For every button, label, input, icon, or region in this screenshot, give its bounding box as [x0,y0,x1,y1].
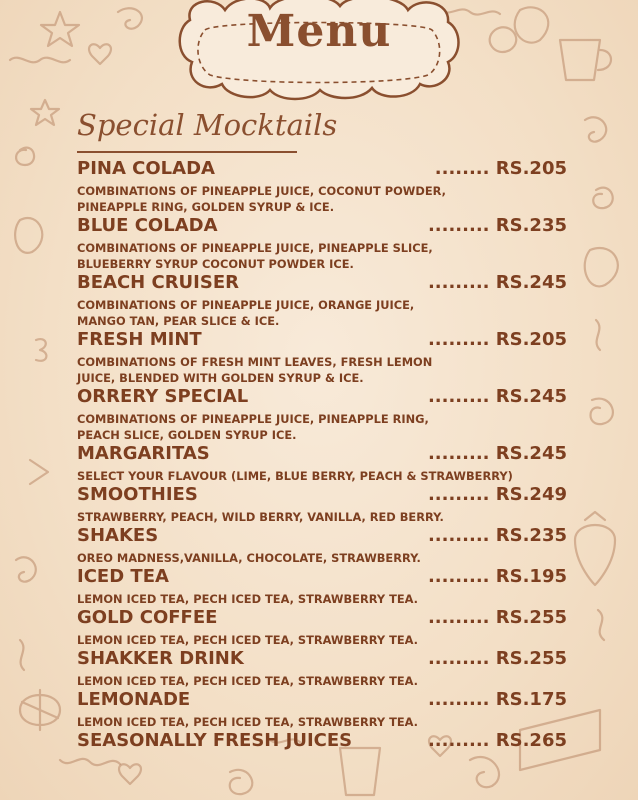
squiggle-icon [60,759,120,765]
lemon-slice-icon [20,690,60,730]
menu-item [77,329,567,386]
menu-item-description: COMBINATIONS OF FRESH MINT LEAVES, FRESH LEMON [77,355,433,369]
number-3-doodle [36,339,46,361]
chevron-doodle [30,460,48,484]
menu-item-description: MANGO TAN, PEAR SLICE & ICE. [77,314,280,328]
menu-item-row [77,215,567,240]
menu-item-description: LEMON ICED TEA, PECH ICED TEA, STRAWBERRY TEA. [77,633,418,647]
squiggle-icon [598,610,604,640]
swirl-icon [585,117,606,141]
spiral-icon [16,148,34,165]
menu-item [77,215,567,272]
menu-item-description: SELECT YOUR FLAVOUR (LIME, BLUE BERRY, PEACH & STRAWBERRY) [77,469,513,483]
menu-item-list [77,158,567,755]
menu-item-row [77,730,567,755]
menu-item [77,158,567,215]
menu-item-name: SEASONALLY FRESH JUICES [77,730,353,751]
menu-item-price: ......... RS.255 [427,648,567,669]
menu-item-row [77,689,567,714]
menu-item-name: SHAKKER DRINK [77,648,244,669]
menu-item-row [77,566,567,591]
menu-item-row [77,158,567,183]
menu-item-row [77,484,567,509]
strawberry-icon [575,512,615,585]
menu-item-price: ......... RS.195 [427,566,567,587]
menu-item-name: PINA COLADA [77,158,215,179]
menu-item-row [77,607,567,632]
swirl-icon [16,557,36,581]
menu-item [77,386,567,443]
menu-item-price: ......... RS.245 [427,386,567,407]
menu-item [77,443,567,484]
menu-item-description: LEMON ICED TEA, PECH ICED TEA, STRAWBERRY TEA. [77,592,418,606]
menu-item-price: ......... RS.245 [427,443,567,464]
menu-item [77,607,567,648]
menu-item-price: ......... RS.245 [427,272,567,293]
spiral-icon [593,188,612,209]
menu-item-description: COMBINATIONS OF PINEAPPLE JUICE, PINEAPPLE SLICE, [77,241,433,255]
menu-item-description: COMBINATIONS OF PINEAPPLE JUICE, ORANGE JUICE, [77,298,415,312]
menu-item-description: LEMON ICED TEA, PECH ICED TEA, STRAWBERRY TEA. [77,715,418,729]
menu-item [77,484,567,525]
menu-item-row [77,386,567,411]
menu-item-description: COMBINATIONS OF PINEAPPLE JUICE, COCONUT POWDER, [77,184,446,198]
menu-item-description: STRAWBERRY, PEACH, WILD BERRY, VANILLA, RED BERRY. [77,510,444,524]
menu-item-name: BLUE COLADA [77,215,218,236]
menu-item-price: ......... RS.255 [427,607,567,628]
swirl-icon [470,757,499,787]
cup-icon [340,748,380,795]
menu-item-row [77,648,567,673]
menu-item-name: ICED TEA [77,566,169,587]
section-title: Special Mocktails [77,108,338,142]
menu-item-price: ......... RS.175 [427,689,567,710]
spiral-icon [230,770,253,794]
menu-item-description: OREO MADNESS,VANILLA, CHOCOLATE, STRAWBERRY. [77,551,421,565]
menu-item-price: ......... RS.249 [427,484,567,505]
menu-item-description: BLUEBERRY SYRUP COCONUT POWDER ICE. [77,257,354,271]
menu-item-name: SMOOTHIES [77,484,198,505]
section-divider [77,151,297,153]
menu-item-price: ......... RS.235 [427,215,567,236]
menu-item-name: BEACH CRUISER [77,272,239,293]
squiggle-icon [20,640,24,670]
menu-item-description: PEACH SLICE, GOLDEN SYRUP ICE. [77,428,297,442]
leaf-icon [15,218,42,253]
leaf-icon [585,248,618,286]
menu-item-name: GOLD COFFEE [77,607,218,628]
menu-item-row [77,525,567,550]
menu-item-price: ........ RS.205 [434,158,567,179]
menu-item-description: JUICE, BLENDED WITH GOLDEN SYRUP & ICE. [77,371,364,385]
menu-item-description: LEMON ICED TEA, PECH ICED TEA, STRAWBERRY TEA. [77,674,418,688]
spiral-icon [591,399,613,425]
menu-item-row [77,329,567,354]
heart-icon [119,764,141,784]
menu-item [77,689,567,730]
menu-item-name: FRESH MINT [77,329,202,350]
menu-item-description: PINEAPPLE RING, GOLDEN SYRUP & ICE. [77,200,335,214]
menu-item [77,730,567,755]
menu-item-description: COMBINATIONS OF PINEAPPLE JUICE, PINEAPPLE RING, [77,412,429,426]
menu-item [77,648,567,689]
menu-item-name: SHAKES [77,525,159,546]
menu-item-row [77,443,567,468]
menu-item [77,272,567,329]
menu-item-name: ORRERY SPECIAL [77,386,249,407]
menu-item-row [77,272,567,297]
menu-item-price: ......... RS.265 [427,730,567,751]
menu-item-name: MARGARITAS [77,443,210,464]
menu-item [77,525,567,566]
menu-item-price: ......... RS.205 [427,329,567,350]
squiggle-icon [596,320,600,350]
menu-item-name: LEMONADE [77,689,191,710]
menu-item [77,566,567,607]
menu-title: Menu [246,6,392,57]
menu-item-price: ......... RS.235 [427,525,567,546]
